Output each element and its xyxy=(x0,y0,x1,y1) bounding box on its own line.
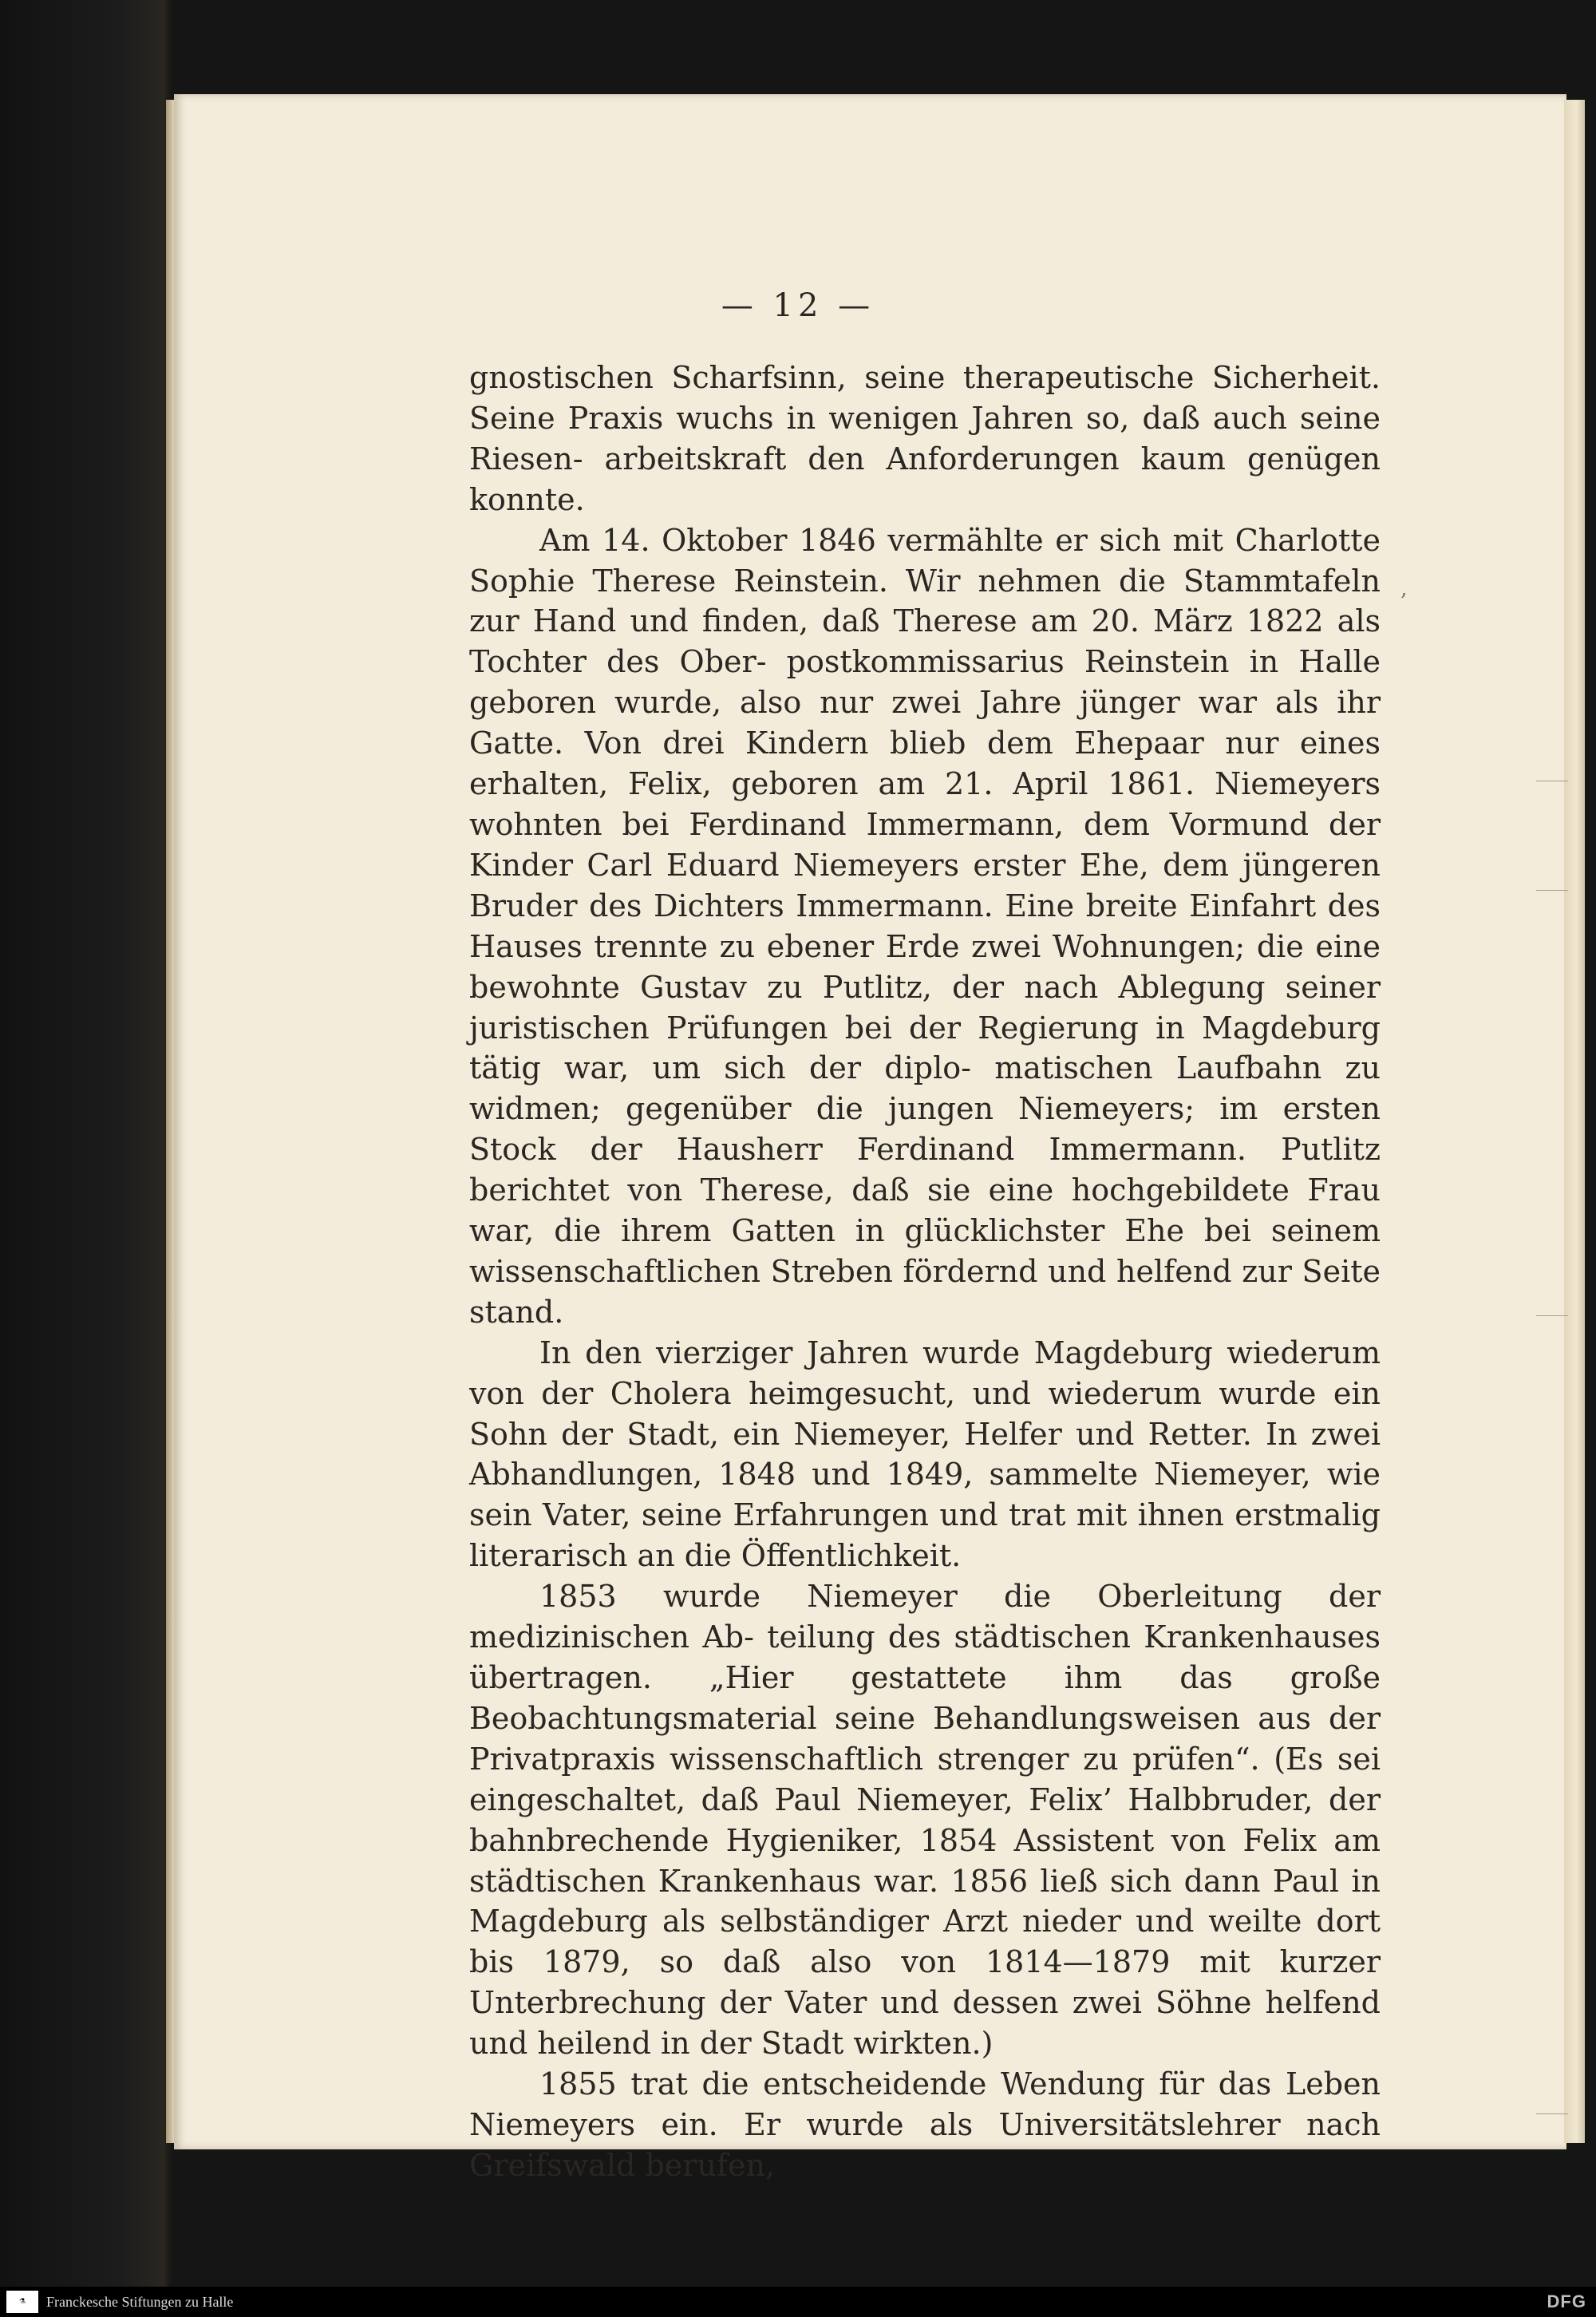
margin-mark: ‚ xyxy=(1400,577,1408,601)
margin-tick xyxy=(1536,890,1568,891)
paragraph: In den vierziger Jahren wurde Magdeburg wiederum von der Cholera heimgesucht, und wiederum wurde ein Sohn der Stadt, ein Niemeyer, Helfer und Retter. In zwei Abhandlungen, 1848 und 1849, sammelte Niemeyer, wie sein Vater, seine Erfahrungen und trat mit ihnen erstmalig literarisch an die Öffentlichkeit. xyxy=(469,1334,1381,1574)
paragraph: 1855 trat die entscheidende Wendung für das Leben Niemeyers ein. Er wurde als Universitätslehrer nach Greifswald berufen, xyxy=(469,2066,1381,2183)
page-stack-edge xyxy=(1564,100,1585,2143)
dfg-logo: DFG xyxy=(1547,2291,1586,2311)
institution-label: Franckesche Stiftungen zu Halle xyxy=(46,2294,234,2310)
body-text xyxy=(469,358,1381,2186)
paragraph: Am 14. Oktober 1846 vermählte er sich mit Charlotte Sophie Therese Reinstein. Wir nehmen die Stammtafeln zur Hand und finden, daß Therese am 20. März 1822 als Tochter des Ober- postkommissarius Reinstein in Halle geboren wurde, also nur zwei Jahre jünger war als ihr Gatte. Von drei Kindern blieb dem Ehepaar nur eines erhalten, Felix, geboren am 21. April 1861. Niemeyers wohnten bei Ferdinand Immermann, dem Vormund der Kinder Carl Eduard Niemeyers erster Ehe, dem jüngeren Bruder des Dichters Immermann. Eine breite Einfahrt des Hauses trennte zu ebener Erde zwei Wohnungen; die eine bewohnte Gustav zu Putlitz, der nach Ablegung seiner juristischen Prüfungen bei der Regierung in Magdeburg tätig war, um sich der diplo- matischen Laufbahn zu widmen; gegenüber die jungen Niemeyers; im ersten Stock der Hausherr Ferdinand Immermann. Putlitz berichtet von Therese, daß sie eine hochgebildete Frau war, die ihrem Gatten in glücklichster Ehe bei seinem wissenschaftlichen Streben fördernd und helfend zur Seite stand. xyxy=(469,522,1381,1330)
paragraph: gnostischen Scharfsinn, seine therapeutische Sicherheit. Seine Praxis wuchs in wenigen Jahren so, daß auch seine Riesen- arbeitskraft den Anforderungen kaum genügen konnte. xyxy=(469,360,1381,517)
page-number: — 12 — xyxy=(721,287,875,324)
margin-tick xyxy=(1536,1315,1568,1316)
institution-logo-icon: ⚗ xyxy=(6,2291,38,2313)
paragraph: 1853 wurde Niemeyer die Oberleitung der medizinischen Ab- teilung des städtischen Krankenhauses übertragen. „Hier gestattete ihm das große Beobachtungsmaterial seine Behandlungsweisen aus der Privatpraxis wissenschaftlich strenger zu prüfen“. (Es sei eingeschaltet, daß Paul Niemeyer, Felix’ Halbbruder, der bahnbrechende Hygieniker, 1854 Assistent von Felix am städtischen Krankenhaus war. 1856 ließ sich dann Paul in Magdeburg als selbständiger Arzt nieder und weilte dort bis 1879, so daß also von 1814—1879 mit kurzer Unterbrechung der Vater und dessen zwei Söhne helfend und heilend in der Stadt wirkten.) xyxy=(469,1579,1381,2062)
viewer-footer xyxy=(0,2287,1596,2317)
margin-tick xyxy=(1536,2113,1568,2114)
